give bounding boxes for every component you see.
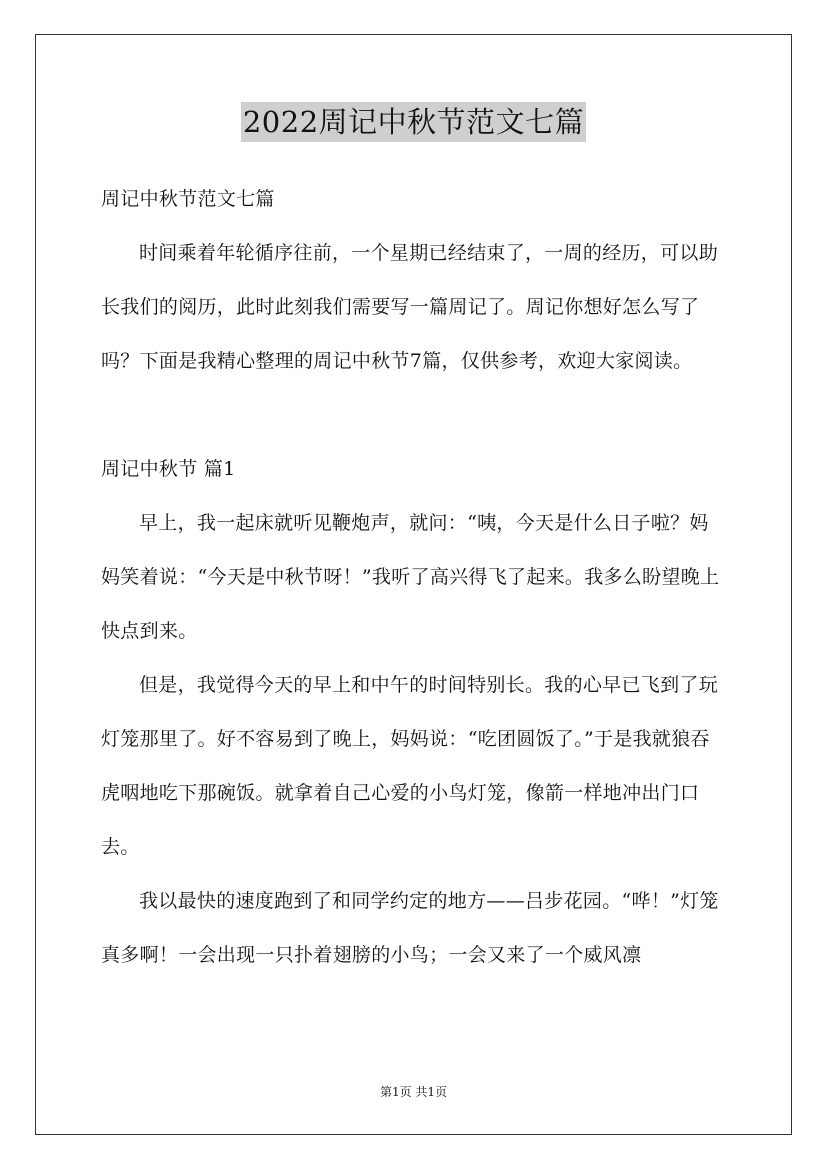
body-paragraph-3: 我以最快的速度跑到了和同学约定的地方——吕步花园。“哗！”灯笼真多啊！一会出现一只扑着翅膀的小鸟；一会又来了一个威风凛 (101, 890, 719, 966)
body-paragraph-1: 早上，我一起床就听见鞭炮声，就问：“咦，今天是什么日子啦？妈妈笑着说：“今天是中秋节呀！”我听了高兴得飞了起来。我多么盼望晚上快点到来。 (101, 512, 720, 642)
title-container (0, 102, 827, 142)
document-title: 2022周记中秋节范文七篇 (241, 102, 586, 142)
intro-paragraph: 时间乘着年轮循序往前，一个星期已经结束了，一周的经历，可以助长我们的阅历，此时此刻我们需要写一篇周记了。周记你想好怎么写了吗？下面是我精心整理的周记中秋节7篇，仅供参考，欢迎大家阅读。 (101, 242, 719, 372)
section-heading: 周记中秋节 篇1 (101, 458, 236, 480)
document-body (101, 172, 726, 982)
page-footer: 第1页 共1页 (379, 1085, 448, 1099)
subtitle: 周记中秋节范文七篇 (101, 188, 275, 210)
body-paragraph-2: 但是，我觉得今天的早上和中午的时间特别长。我的心早已飞到了玩灯笼那里了。好不容易到了晚上，妈妈说：“吃团圆饭了。”于是我就狼吞虎咽地吃下那碗饭。就拿着自己心爱的小鸟灯笼，像箭一样地冲出门口去。 (101, 674, 719, 858)
section-spacer (101, 388, 726, 442)
